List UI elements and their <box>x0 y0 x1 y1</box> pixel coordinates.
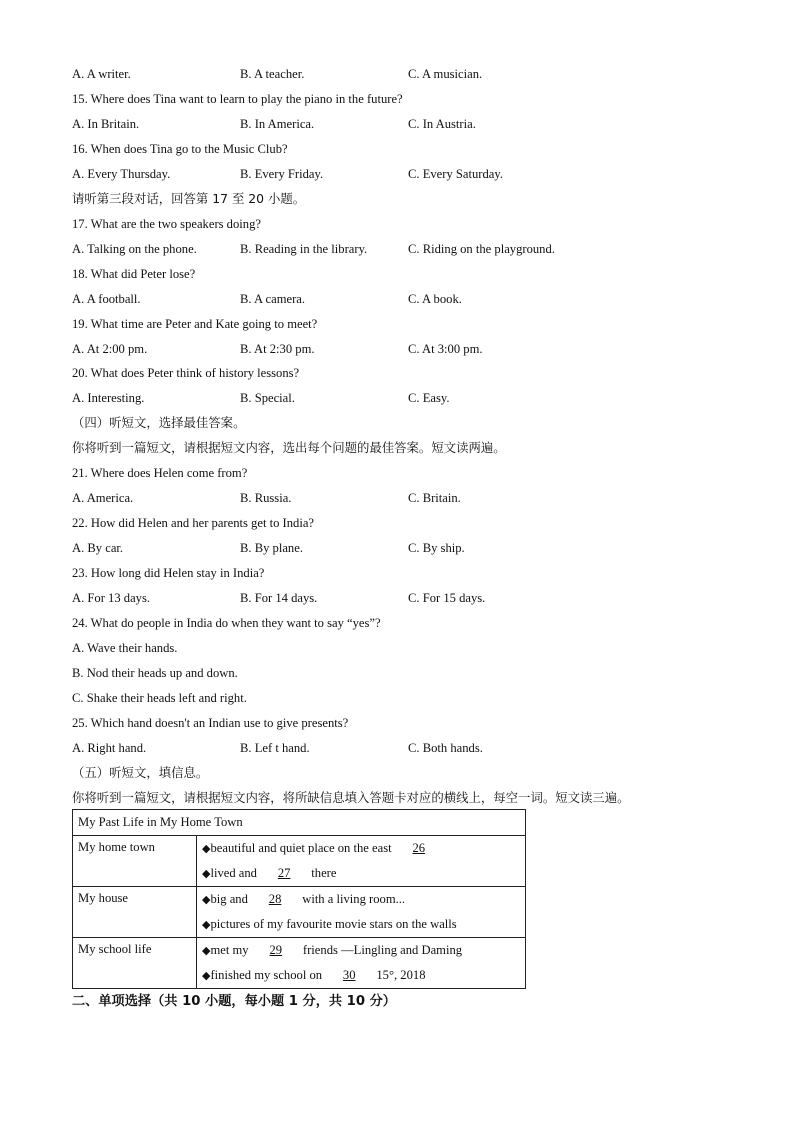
answer-option: B. For 14 days. <box>240 591 318 605</box>
answer-option: B. A camera. <box>240 292 306 306</box>
question-text: B. Nod their heads up and down. <box>72 666 238 680</box>
instruction-text: 你将听到一篇短文，请根据短文内容，选出每个问题的最佳答案。短文读两遍。 <box>72 440 506 455</box>
question-text: 17. What are the two speakers doing? <box>72 217 261 231</box>
row-content <box>197 887 526 938</box>
question-text: 18. What did Peter lose? <box>72 267 196 281</box>
answer-option: A. Right hand. <box>72 741 147 755</box>
answer-option: B. A teacher. <box>240 67 305 81</box>
answer-option: B. Every Friday. <box>240 167 324 181</box>
answer-option: B. At 2:30 pm. <box>240 342 315 356</box>
answer-blank[interactable]: 30 <box>342 968 356 982</box>
answer-option: A. By car. <box>72 541 124 555</box>
table-title: My Past Life in My Home Town <box>73 810 526 836</box>
info-text: met my <box>210 943 249 957</box>
info-line <box>202 836 520 861</box>
instruction-text: 你将听到一篇短文，请根据短文内容，将所缺信息填入答题卡对应的横线上，每空一词。短文读三遍。 <box>72 790 630 805</box>
info-line <box>202 912 520 937</box>
row-label: My house <box>73 887 197 938</box>
answer-option: B. By plane. <box>240 541 303 555</box>
answer-option: C. By ship. <box>408 541 465 555</box>
answer-option: B. Russia. <box>240 491 292 505</box>
answer-option: C. Every Saturday. <box>408 167 504 181</box>
answer-option: C. Riding on the playground. <box>408 242 555 256</box>
answer-option: A. Every Thursday. <box>72 167 171 181</box>
diamond-bullet-icon: ◆ <box>202 842 211 855</box>
answer-option: A. A football. <box>72 292 141 306</box>
question-text: 15. Where does Tina want to learn to play the piano in the future? <box>72 92 403 106</box>
instruction-text: （五）听短文，填信息。 <box>72 765 209 780</box>
info-text: beautiful and quiet place on the east <box>210 841 392 855</box>
section-heading: 二、单项选择（共 10 小题，每小题 1 分，共 10 分） <box>72 994 396 1009</box>
info-text: big and <box>210 892 248 906</box>
diamond-bullet-icon: ◆ <box>202 867 211 880</box>
row-content <box>197 938 526 989</box>
diamond-bullet-icon: ◆ <box>202 918 211 931</box>
info-text: 15°, 2018 <box>376 968 426 982</box>
row-label: My school life <box>73 938 197 989</box>
info-text: lived and <box>210 866 257 880</box>
info-text: there <box>311 866 337 880</box>
info-line <box>202 963 520 988</box>
answer-option: C. Britain. <box>408 491 461 505</box>
question-text: 23. How long did Helen stay in India? <box>72 566 265 580</box>
answer-option: C. Easy. <box>408 391 450 405</box>
table-row <box>73 938 526 989</box>
question-text: 21. Where does Helen come from? <box>72 466 248 480</box>
question-text: 19. What time are Peter and Kate going to meet? <box>72 317 318 331</box>
instruction-text: （四）听短文，选择最佳答案。 <box>72 415 246 430</box>
answer-option: A. America. <box>72 491 134 505</box>
question-text: 24. What do people in India do when they want to say “yes”? <box>72 616 381 630</box>
row-content <box>197 836 526 887</box>
info-text: friends —Lingling and Daming <box>302 943 463 957</box>
question-text: C. Shake their heads left and right. <box>72 691 247 705</box>
diamond-bullet-icon: ◆ <box>202 944 211 957</box>
answer-option: A. For 13 days. <box>72 591 151 605</box>
answer-option: A. At 2:00 pm. <box>72 342 148 356</box>
table-row <box>73 836 526 887</box>
table-row <box>73 887 526 938</box>
answer-option: C. For 15 days. <box>408 591 486 605</box>
answer-option: B. Special. <box>240 391 295 405</box>
instruction-text: 请听第三段对话，回答第 17 至 20 小题。 <box>72 191 306 206</box>
answer-blank[interactable]: 27 <box>277 866 291 880</box>
answer-option: A. A writer. <box>72 67 131 81</box>
info-text: finished my school on <box>210 968 323 982</box>
diamond-bullet-icon: ◆ <box>202 969 211 982</box>
info-line <box>202 887 520 912</box>
question-text: 25. Which hand doesn't an Indian use to give presents? <box>72 716 349 730</box>
info-text: pictures of my favourite movie stars on the walls <box>210 917 457 931</box>
question-text: A. Wave their hands. <box>72 641 178 655</box>
answer-option: C. A book. <box>408 292 462 306</box>
question-text: 20. What does Peter think of history lessons? <box>72 366 300 380</box>
answer-blank[interactable]: 28 <box>268 892 282 906</box>
answer-option: A. Interesting. <box>72 391 145 405</box>
info-table <box>72 809 526 989</box>
answer-option: C. Both hands. <box>408 741 483 755</box>
answer-option: A. In Britain. <box>72 117 140 131</box>
info-text: with a living room... <box>302 892 406 906</box>
answer-option: B. Reading in the library. <box>240 242 368 256</box>
question-text: 22. How did Helen and her parents get to India? <box>72 516 315 530</box>
row-label: My home town <box>73 836 197 887</box>
answer-option: B. In America. <box>240 117 315 131</box>
answer-blank[interactable]: 26 <box>412 841 426 855</box>
answer-option: C. A musician. <box>408 67 483 81</box>
answer-option: C. In Austria. <box>408 117 476 131</box>
answer-blank[interactable]: 29 <box>269 943 283 957</box>
info-line <box>202 938 520 963</box>
question-text: 16. When does Tina go to the Music Club? <box>72 142 288 156</box>
answer-option: C. At 3:00 pm. <box>408 342 483 356</box>
info-line <box>202 861 520 886</box>
answer-option: A. Talking on the phone. <box>72 242 197 256</box>
diamond-bullet-icon: ◆ <box>202 893 211 906</box>
answer-option: B. Lef t hand. <box>240 741 310 755</box>
